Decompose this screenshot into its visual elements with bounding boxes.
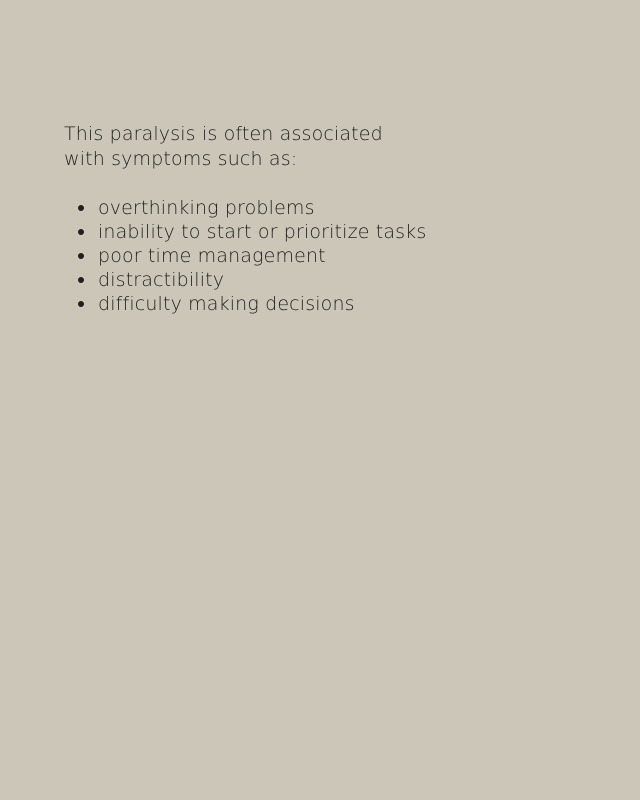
- symptom-list: [64, 196, 584, 316]
- list-item: [78, 220, 584, 244]
- intro-line-1: This paralysis is often associated: [64, 123, 383, 145]
- bullet-icon: [78, 205, 84, 211]
- intro-line-2: with symptoms such as:: [64, 148, 298, 170]
- list-item-text: difficulty making decisions: [98, 293, 355, 315]
- content-block: [64, 122, 584, 316]
- bullet-icon: [78, 253, 84, 259]
- list-item: [78, 196, 584, 220]
- list-item-text: inability to start or prioritize tasks: [98, 221, 427, 243]
- bullet-icon: [78, 229, 84, 235]
- bullet-icon: [78, 301, 84, 307]
- list-item-text: distractibility: [98, 269, 225, 291]
- bullet-icon: [78, 277, 84, 283]
- intro-paragraph: [64, 122, 584, 172]
- list-item: [78, 268, 584, 292]
- list-item: [78, 244, 584, 268]
- list-item: [78, 292, 584, 316]
- list-item-text: poor time management: [98, 245, 326, 267]
- list-item-text: overthinking problems: [98, 197, 315, 219]
